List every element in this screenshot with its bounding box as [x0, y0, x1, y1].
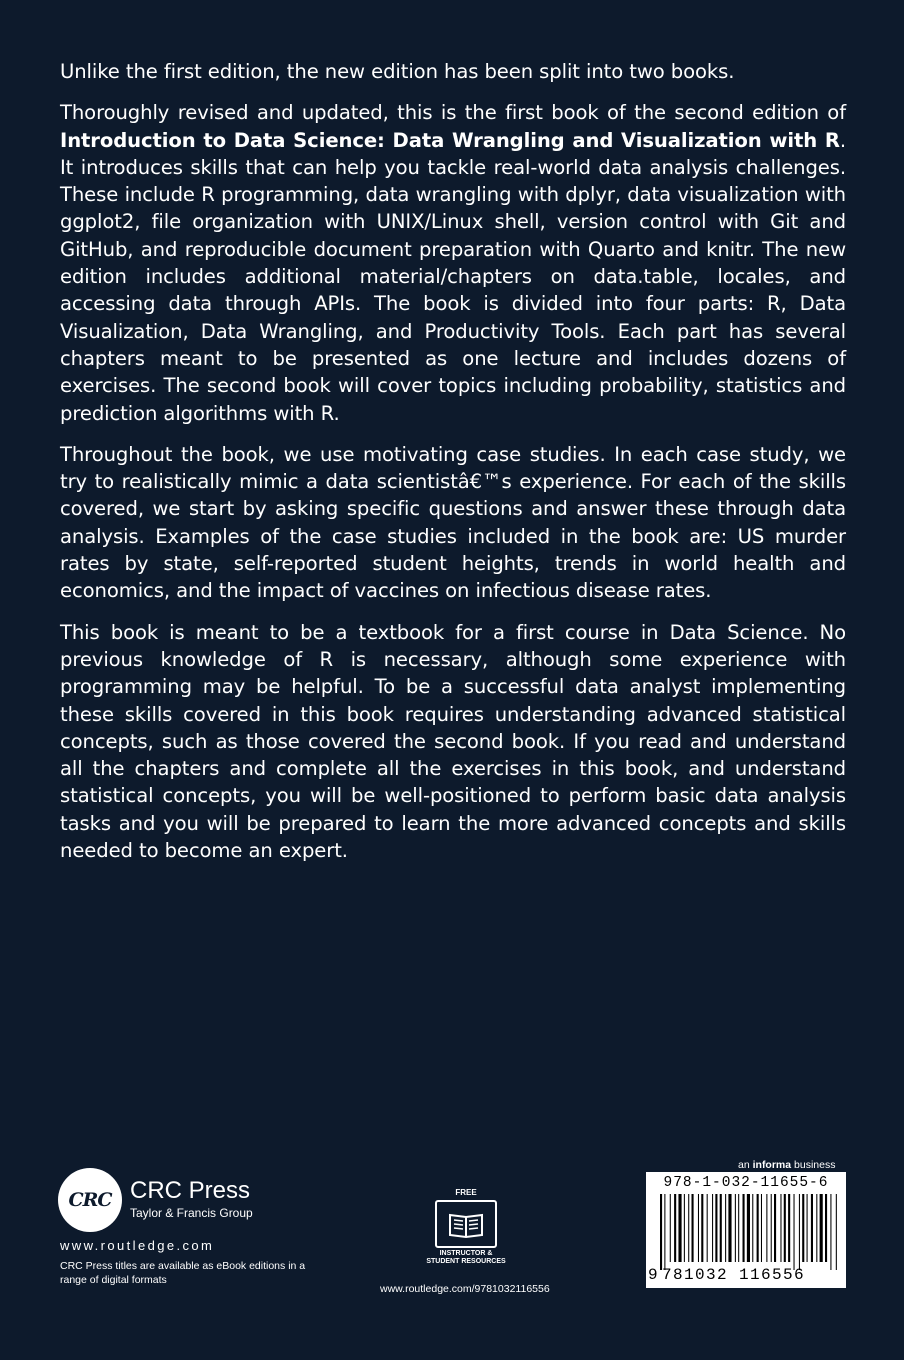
barcode-bar [766, 1194, 767, 1262]
publisher-website: www.routledge.com [60, 1238, 215, 1253]
informa-bold: informa [752, 1159, 792, 1171]
barcode-bar [684, 1194, 685, 1262]
overview-body-text: . It introduces skills that can help you tackle real-world data analysis challenges. These include R programming, data wrangling with dplyr, data visualization with ggplot2, file organization with UNIX/Linux shell, version control with Git and GitHub, and reproducible document preparation with Quarto and knitr. The new edition includes additional material/chapters on data.table, locales, and accessing data through APIs. The book is divided into four parts: R, Data Visualization, Data Wrangling, and Productivity Tools. Each part has several chapters meant to be presented as one lecture and includes dozens of exercises. The second book will cover topics including probability, statistics and prediction algorithms with R. [60, 128, 846, 425]
barcode-bar [784, 1194, 786, 1262]
publisher-name: CRC Press [130, 1177, 251, 1204]
crc-logo: CRC [58, 1168, 122, 1232]
barcode-bar [774, 1194, 776, 1262]
barcode-bar [735, 1194, 736, 1262]
barcode-bar [752, 1194, 753, 1262]
barcode-bar [664, 1194, 665, 1270]
barcode-bar [725, 1194, 726, 1262]
paragraph-overview [60, 99, 846, 427]
barcode-digits: 781032 116556 [662, 1266, 806, 1284]
barcode-bar [701, 1194, 703, 1262]
barcode-bar [678, 1194, 681, 1262]
barcode-bar [825, 1194, 827, 1262]
informa-suffix: business [791, 1159, 836, 1171]
barcode-bar [707, 1194, 708, 1262]
overview-intro-text: Thoroughly revised and updated, this is the first book of the second edition of [60, 101, 846, 125]
paragraph-audience: This book is meant to be a textbook for a first course in Data Science. No previous knowledge of R is necessary, although some experience with programming may be helpful. To be a successful data analyst implementing these skills covered in this book requires understanding advanced statistical concepts, such as those covered the second book. If you read and understand all the chapters and complete all the exercises in this book, and understand statistical concepts, you will be well-positioned to perform basic data analysis tasks and you will be prepared to learn the more advanced concepts and skills needed to become an expert. [60, 620, 846, 863]
free-resources-badge [426, 1188, 506, 1266]
ebook-availability-note: CRC Press titles are available as eBook editions in a range of digital formats [60, 1260, 306, 1286]
barcode-bar [816, 1194, 817, 1262]
barcode-bar [794, 1194, 795, 1270]
barcode-bar [830, 1194, 831, 1270]
badge-free-label: FREE [455, 1188, 477, 1197]
barcode-bar [692, 1194, 694, 1262]
informa-prefix: an [738, 1159, 753, 1171]
barcode-bar [720, 1194, 722, 1262]
barcode-bar [780, 1194, 781, 1262]
barcode-bar [674, 1194, 676, 1262]
barcode-bar [811, 1194, 813, 1262]
barcode-bar [836, 1194, 837, 1270]
barcode-first-digit: 9 [648, 1266, 658, 1284]
barcode-bar [743, 1194, 745, 1262]
paragraph-case-studies: Throughout the book, we use motivating case studies. In each case study, we try to realistically mimic a data scientistâ€™s experience. For each of the skills covered, we start by asking specific questions and answer these through data analysis. Examples of the case studies included in the book are: US murder rates by state, self-reported student heights, trends in world health and economics, and the impact of vaccines on infectious disease rates. [60, 442, 846, 603]
barcode-bar [728, 1194, 731, 1262]
publisher-group: Taylor & Francis Group [130, 1206, 253, 1220]
isbn-number: 978-1-032-11655-6 [663, 1175, 829, 1191]
barcode-bar [738, 1194, 739, 1262]
barcode-bar [660, 1194, 662, 1270]
barcode-bar [788, 1194, 790, 1262]
barcode-bar [712, 1194, 713, 1262]
barcode-bar [688, 1194, 689, 1262]
open-book-icon [435, 1200, 497, 1248]
barcode-bar [802, 1194, 804, 1262]
book-title-bold: Introduction to Data Science: Data Wrangling and Visualization with R [60, 128, 840, 152]
badge-caption: INSTRUCTOR & STUDENT RESOURCES [426, 1250, 506, 1265]
barcode-bar [820, 1194, 823, 1262]
back-cover-description [60, 58, 846, 878]
isbn-barcode [646, 1172, 846, 1288]
paragraph-split-note: Unlike the first edition, the new edition has been split into two books. [60, 60, 735, 83]
barcode-bar [715, 1194, 717, 1262]
barcode-bar [771, 1194, 772, 1262]
informa-business-label [738, 1159, 835, 1171]
barcode-bar [799, 1194, 800, 1270]
barcode-bar [757, 1194, 759, 1262]
resources-url[interactable]: www.routledge.com/9781032116556 [380, 1283, 550, 1295]
barcode-bar [670, 1194, 671, 1262]
barcode-bar [747, 1194, 750, 1262]
barcode-icon [652, 1194, 840, 1270]
barcode-bar [698, 1194, 699, 1262]
barcode-bar [761, 1194, 762, 1262]
barcode-bar [807, 1194, 808, 1262]
